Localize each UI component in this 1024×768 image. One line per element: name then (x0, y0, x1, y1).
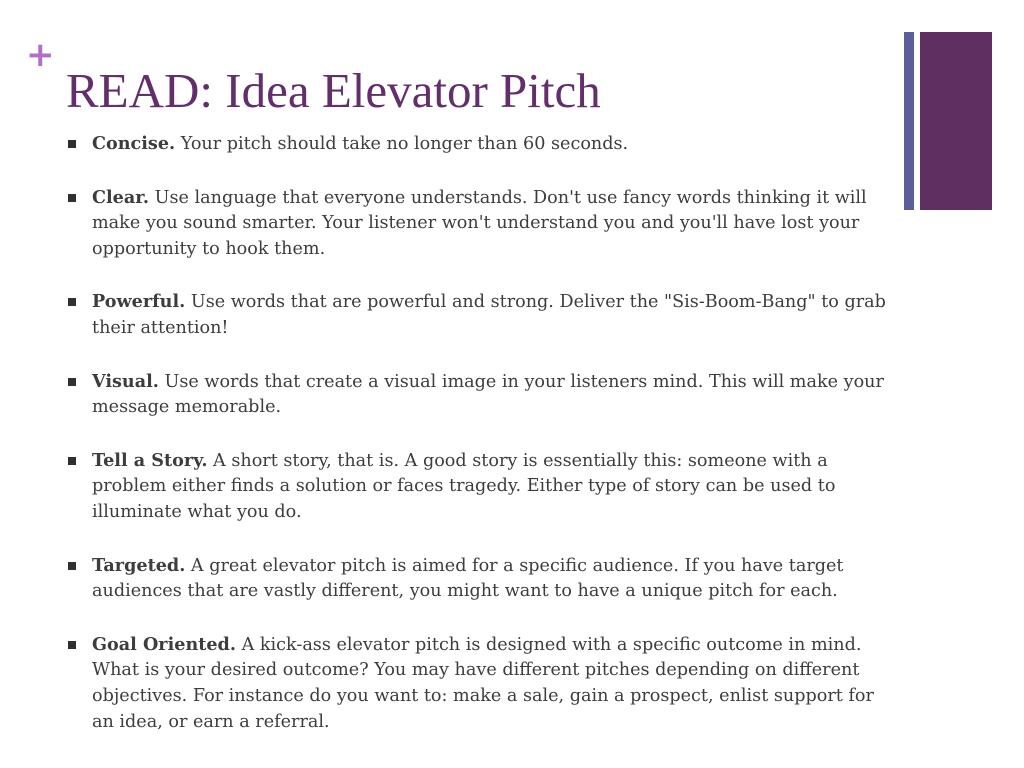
point-text: Use words that are powerful and strong. Deliver the "Sis-Boom-Bang" to grab their attention! (92, 292, 886, 338)
point-text: Use language that everyone understands. Don't use fancy words thinking it will make you sound smarter. Your listener won't understand you and you'll have lost your opportunity to hook them. (92, 187, 867, 259)
point-text: A short story, that is. A good story is essentially this: someone with a problem either finds a solution or faces tragedy. Either type of story can be used to illuminate what you do. (92, 450, 836, 522)
bullet-point-tell-a-story (66, 448, 900, 526)
square-bullet-icon (68, 457, 76, 465)
bullet-point-concise (66, 131, 900, 158)
bullet-point-clear (66, 185, 900, 263)
point-text: Your pitch should take no longer than 60 seconds. (180, 134, 629, 154)
point-term: Visual. (92, 370, 159, 392)
square-bullet-icon (68, 194, 76, 202)
point-text: Use words that create a visual image in your listeners mind. This will make your message memorable. (92, 371, 884, 418)
square-bullet-icon (68, 378, 76, 386)
point-text: A great elevator pitch is aimed for a specific audience. If you have target audiences that are vastly different, you might want to have a unique pitch for each. (92, 555, 844, 602)
point-text: A kick-ass elevator pitch is designed with a specific outcome in mind. What is your desired outcome? You may have different pitches depending on different objectives. For instance do you want to: make a sale, gain a prospect, enlist support for an idea, or earn a referral. (92, 634, 874, 732)
point-term: Goal Oriented. (92, 633, 236, 655)
bullet-point-targeted (66, 553, 900, 605)
square-bullet-icon (68, 140, 76, 148)
bullet-point-goal-oriented (66, 632, 900, 735)
square-bullet-icon (68, 641, 76, 649)
point-term: Targeted. (92, 554, 186, 576)
point-term: Concise. (92, 133, 176, 154)
square-bullet-icon (68, 298, 76, 306)
point-term: Tell a Story. (92, 449, 208, 471)
decorative-thin-bar (904, 32, 914, 210)
square-bullet-icon (68, 562, 76, 570)
bullet-list (66, 131, 900, 762)
point-term: Powerful. (92, 291, 186, 313)
point-term: Clear. (92, 186, 150, 208)
slide-title: READ: Idea Elevator Pitch (66, 63, 601, 118)
bullet-point-powerful (66, 289, 900, 341)
plus-icon: + (26, 35, 55, 75)
bullet-point-visual (66, 369, 900, 421)
decorative-thick-bar (920, 32, 992, 210)
